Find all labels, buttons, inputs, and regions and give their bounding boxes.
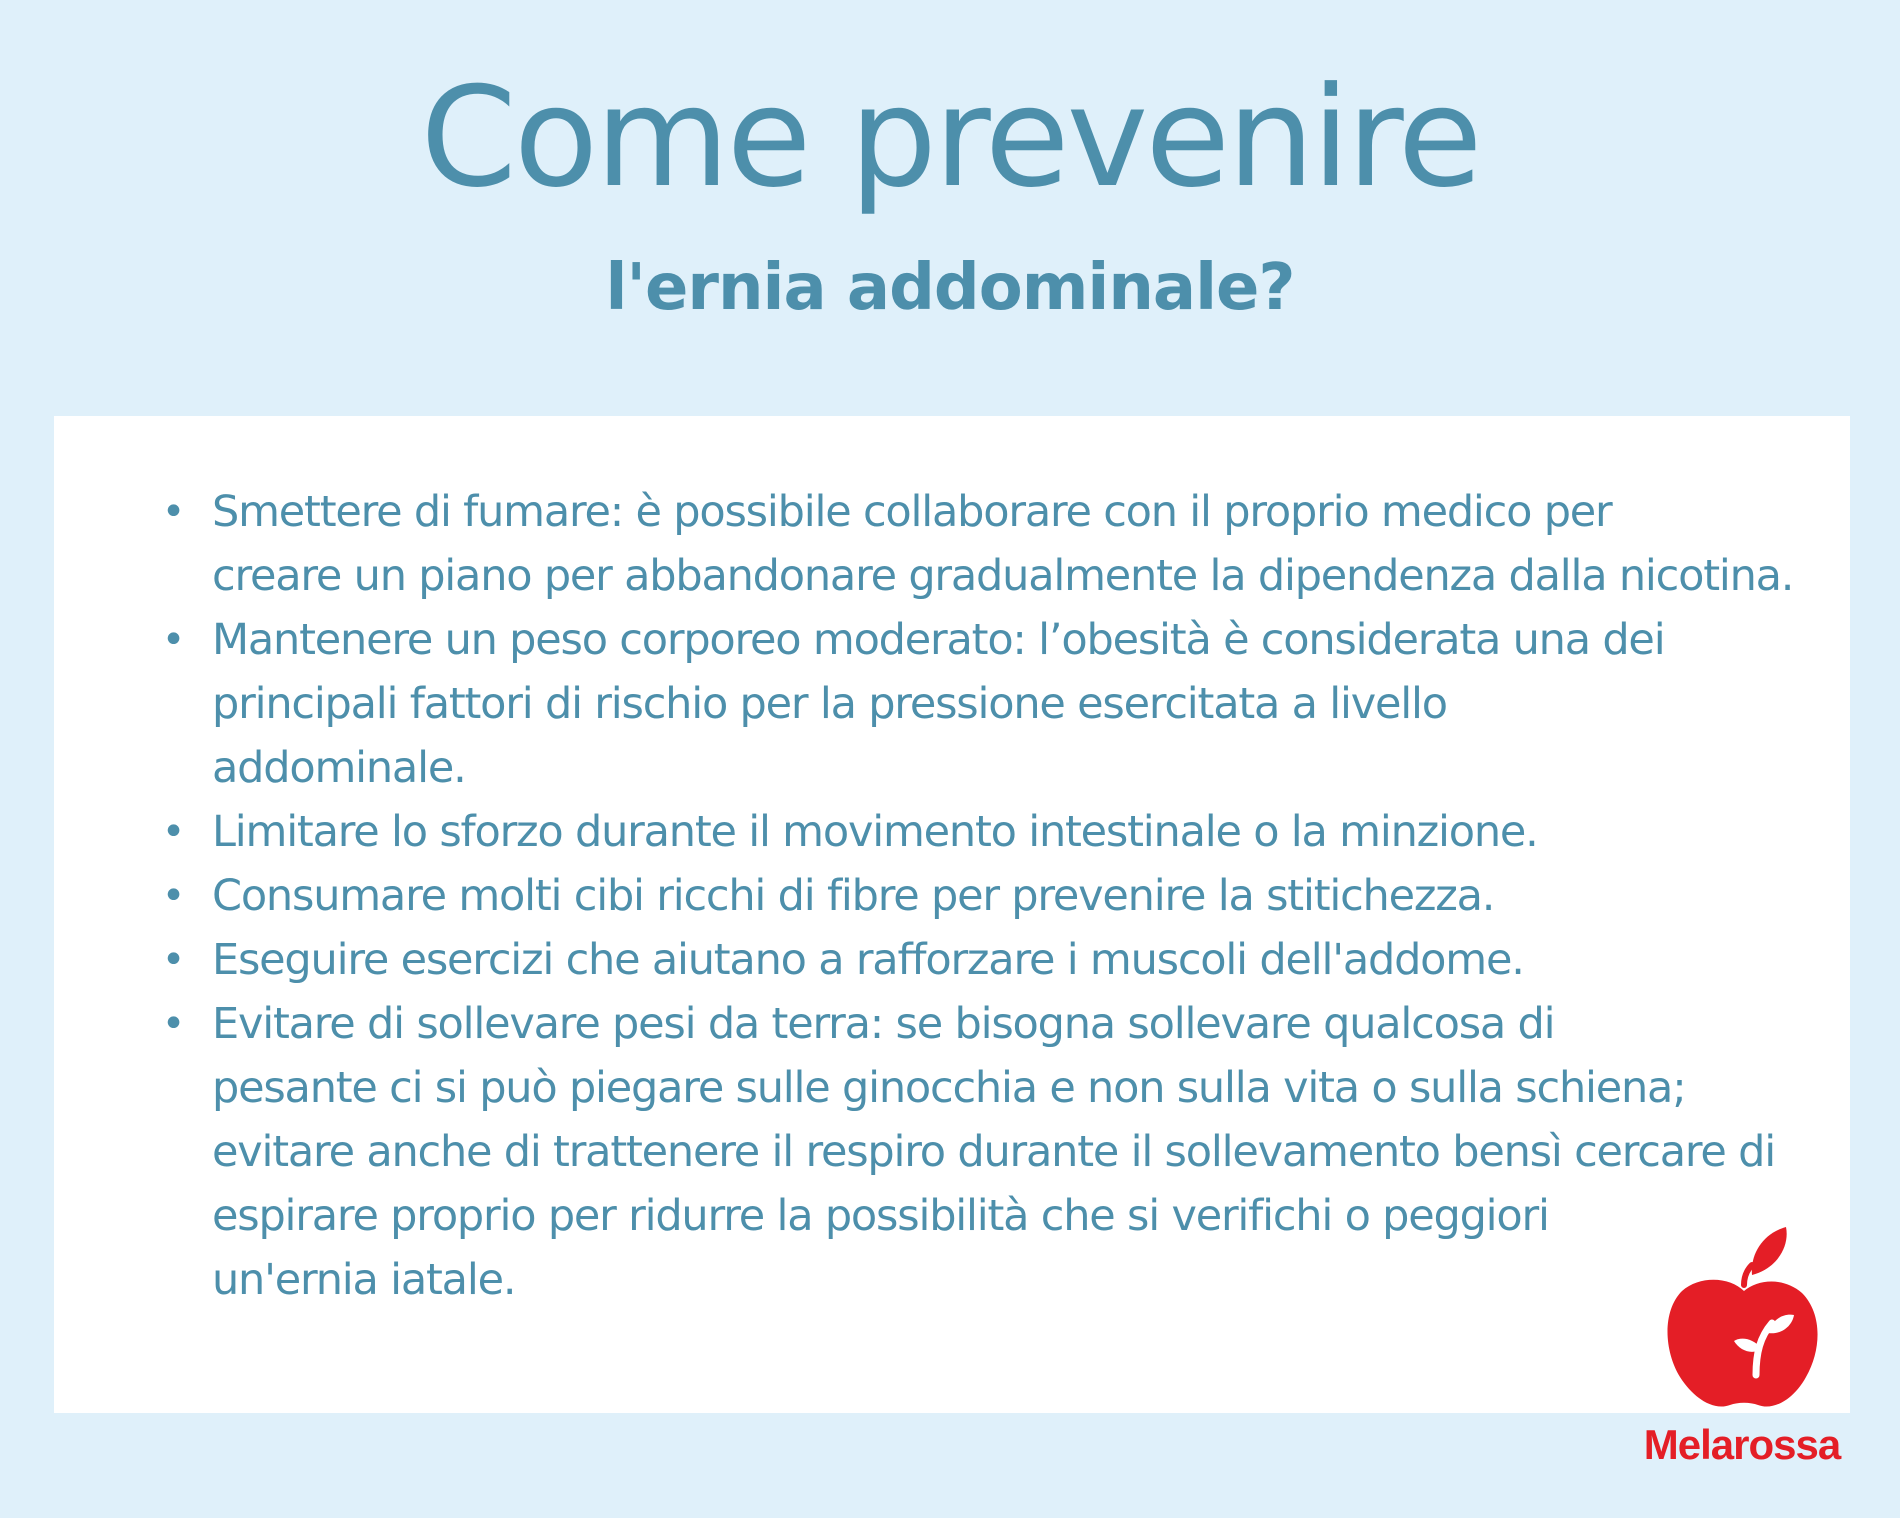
list-item-line: Eseguire esercizi che aiutano a rafforzare i muscoli dell'addome. (212, 935, 1524, 985)
logo-text: Melarossa (1643, 1421, 1841, 1468)
melarossa-logo (1622, 1225, 1862, 1475)
apple-icon (1660, 1225, 1824, 1415)
bullet-icon: • (161, 1001, 185, 1047)
list-item-line: evitare anche di trattenere il respiro durante il sollevamento bensì cercare di (212, 1127, 1775, 1177)
list-item-line: Evitare di sollevare pesi da terra: se bisogna sollevare qualcosa di (212, 999, 1555, 1049)
bullet-icon: • (161, 937, 185, 983)
list-item-line: espirare proprio per ridurre la possibilità che si verifichi o peggiori (212, 1191, 1549, 1241)
bullet-icon: • (161, 489, 185, 535)
prevention-list (158, 480, 1858, 1312)
list-item-line: Consumare molti cibi ricchi di fibre per prevenire la stitichezza. (212, 871, 1495, 921)
list-item-line: Smettere di fumare: è possibile collaborare con il proprio medico per (212, 487, 1612, 537)
list-item-line: un'ernia iatale. (212, 1255, 516, 1305)
page-subtitle: l'ernia addominale? (605, 251, 1295, 325)
page-title: Come prevenire (420, 57, 1480, 218)
bullet-icon: • (161, 809, 185, 855)
bullet-icon: • (161, 617, 185, 663)
list-item (158, 480, 1858, 608)
list-item-line: creare un piano per abbandonare gradualmente la dipendenza dalla nicotina. (212, 551, 1794, 601)
list-item (158, 992, 1858, 1312)
list-item-line: Mantenere un peso corporeo moderato: l’obesità è considerata una dei (212, 615, 1665, 665)
list-item (158, 608, 1858, 800)
content-card (54, 416, 1850, 1413)
list-item (158, 864, 1858, 928)
list-item-line: Limitare lo sforzo durante il movimento intestinale o la minzione. (212, 807, 1538, 857)
list-item-line: addominale. (212, 743, 466, 793)
list-item (158, 800, 1858, 864)
list-item-line: principali fattori di rischio per la pressione esercitata a livello (212, 679, 1447, 729)
bullet-icon: • (161, 873, 185, 919)
list-item (158, 928, 1858, 992)
list-item-line: pesante ci si può piegare sulle ginocchia e non sulla vita o sulla schiena; (212, 1063, 1686, 1113)
